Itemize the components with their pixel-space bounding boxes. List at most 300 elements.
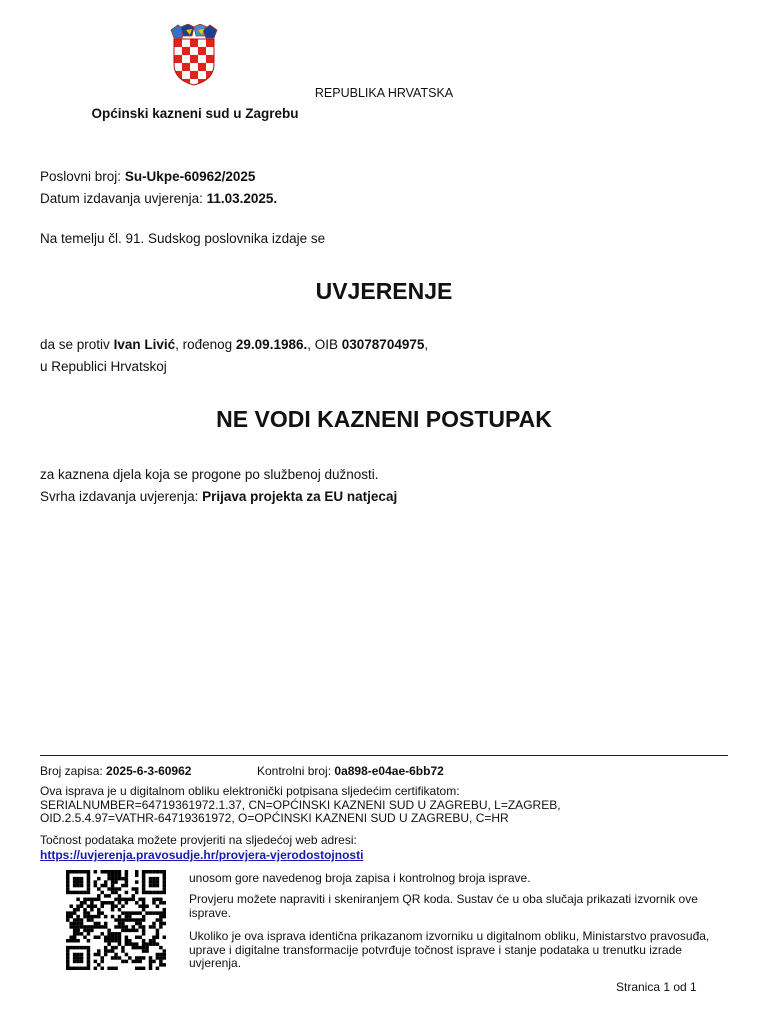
- qr-module: [69, 891, 73, 895]
- qr-module: [132, 918, 136, 922]
- qr-module: [97, 936, 101, 940]
- qr-module: [100, 967, 104, 970]
- qr-module: [73, 936, 77, 940]
- qr-module: [107, 901, 111, 905]
- qr-module: [97, 949, 101, 953]
- qr-module: [97, 894, 101, 898]
- qr-module: [73, 884, 77, 888]
- qr-module: [104, 870, 108, 874]
- qr-module: [121, 929, 125, 933]
- qr-module: [152, 911, 156, 915]
- qr-module: [114, 887, 118, 891]
- qr-module: [73, 880, 77, 884]
- qr-module: [135, 942, 139, 946]
- qr-module: [156, 918, 160, 922]
- qr-module: [125, 901, 129, 905]
- qr-module: [83, 911, 87, 915]
- qr-module: [80, 901, 84, 905]
- qr-module: [132, 960, 136, 964]
- qr-module: [76, 953, 80, 957]
- qr-module: [118, 925, 122, 929]
- qr-module: [142, 901, 146, 905]
- qr-module: [66, 960, 70, 964]
- qr-module: [156, 880, 160, 884]
- qr-module: [76, 956, 80, 960]
- issue-date-label: Datum izdavanja uvjerenja:: [40, 191, 203, 206]
- qr-module: [163, 887, 166, 891]
- qr-module: [118, 908, 122, 912]
- qr-module: [94, 898, 98, 902]
- qr-module: [138, 898, 142, 902]
- qr-module: [118, 894, 122, 898]
- qr-module: [121, 949, 125, 953]
- qr-module: [97, 915, 101, 919]
- purpose-line: [40, 486, 397, 508]
- qr-module: [163, 963, 166, 967]
- qr-module: [135, 929, 139, 933]
- qr-module: [163, 908, 166, 912]
- qr-module: [69, 967, 73, 970]
- qr-module: [125, 953, 129, 957]
- qr-module: [94, 880, 98, 884]
- qr-module: [114, 904, 118, 908]
- qr-module: [87, 939, 91, 943]
- qr-module: [132, 929, 136, 933]
- qr-module: [87, 911, 91, 915]
- qr-module: [142, 908, 146, 912]
- qr-module: [149, 967, 153, 970]
- qr-module: [87, 884, 91, 888]
- qr-module: [142, 873, 146, 877]
- qr-module: [87, 918, 91, 922]
- qr-module: [142, 942, 146, 946]
- qr-module: [76, 877, 80, 881]
- qr-module: [163, 949, 166, 953]
- qr-module: [152, 898, 156, 902]
- qr-module: [118, 873, 122, 877]
- qr-module: [114, 877, 118, 881]
- qr-module: [135, 960, 139, 964]
- qr-module: [69, 870, 73, 874]
- qr-module: [100, 960, 104, 964]
- qr-module: [87, 960, 91, 964]
- qr-module: [118, 922, 122, 926]
- subject-suffix: ,: [424, 337, 429, 352]
- qr-module: [100, 891, 104, 895]
- qr-module: [90, 918, 94, 922]
- qr-module: [76, 932, 80, 936]
- qr-module: [145, 904, 149, 908]
- qr-module: [156, 967, 160, 970]
- qr-module: [163, 915, 166, 919]
- qr-module: [66, 870, 70, 874]
- qr-module: [87, 946, 91, 950]
- qr-module: [163, 901, 166, 905]
- qr-module: [145, 870, 149, 874]
- qr-module: [114, 880, 118, 884]
- certificate-intro: Ova isprava je u digitalnom obliku elektronički potpisana sljedećim certifikatom:: [40, 784, 460, 798]
- certificate-serial: SERIALNUMBER=64719361972.1.37, CN=OPĆINSKI KAZNENI SUD U ZAGREBU, L=ZAGREB,: [40, 797, 561, 812]
- qr-module: [114, 918, 118, 922]
- qr-module: [135, 967, 139, 970]
- qr-module: [159, 956, 163, 960]
- qr-module: [87, 904, 91, 908]
- qr-module: [104, 922, 108, 926]
- qr-module: [159, 911, 163, 915]
- qr-module: [156, 911, 160, 915]
- qr-module: [135, 956, 139, 960]
- record-number-line: [40, 764, 191, 778]
- qr-module: [73, 967, 77, 970]
- verdict-heading: NE VODI KAZNENI POSTUPAK: [216, 406, 552, 432]
- qr-module: [142, 946, 146, 950]
- qr-module: [87, 932, 91, 936]
- qr-module: [69, 939, 73, 943]
- qr-module: [114, 967, 118, 970]
- qr-module: [94, 870, 98, 874]
- qr-module: [163, 956, 166, 960]
- qr-module: [83, 891, 87, 895]
- qr-module: [149, 880, 153, 884]
- qr-module: [142, 877, 146, 881]
- qr-module: [107, 967, 111, 970]
- qr-module: [111, 904, 115, 908]
- qr-module: [118, 918, 122, 922]
- legal-basis: Na temelju čl. 91. Sudskog poslovnika izdaje se: [40, 231, 326, 246]
- qr-module: [135, 891, 139, 895]
- qr-module: [163, 877, 166, 881]
- qr-module: [132, 887, 136, 891]
- qr-module: [76, 918, 80, 922]
- qr-module: [142, 884, 146, 888]
- qr-module: [114, 870, 118, 874]
- qr-module: [142, 915, 146, 919]
- qr-module: [163, 870, 166, 874]
- qr-module: [156, 870, 160, 874]
- qr-module: [156, 953, 160, 957]
- qr-module: [66, 918, 70, 922]
- croatian-coat-of-arms-icon: [168, 24, 220, 86]
- qr-module: [152, 925, 156, 929]
- qr-note-scan: Provjeru možete napraviti i skeniranjem QR koda. Sustav će u oba slučaja prikazati izvornik ove isprave.: [189, 892, 698, 920]
- qr-module: [104, 939, 108, 943]
- qr-module: [107, 932, 111, 936]
- qr-module: [163, 891, 166, 895]
- qr-module: [100, 904, 104, 908]
- qr-module: [128, 929, 132, 933]
- qr-module: [114, 953, 118, 957]
- qr-module: [69, 936, 73, 940]
- qr-module: [132, 894, 136, 898]
- qr-module: [149, 939, 153, 943]
- qr-module: [83, 915, 87, 919]
- qr-module: [114, 898, 118, 902]
- qr-module: [66, 946, 70, 950]
- qr-module: [125, 918, 129, 922]
- qr-module: [149, 942, 153, 946]
- qr-module: [66, 880, 70, 884]
- qr-module: [104, 936, 108, 940]
- qr-module: [87, 887, 91, 891]
- qr-module: [107, 936, 111, 940]
- control-number-label: Kontrolni broj:: [257, 764, 332, 778]
- qr-module: [83, 908, 87, 912]
- qr-module: [132, 946, 136, 950]
- qr-module: [111, 967, 115, 970]
- qr-module: [135, 880, 139, 884]
- qr-module: [66, 891, 70, 895]
- qr-module: [100, 870, 104, 874]
- qr-module: [111, 901, 115, 905]
- qr-module: [73, 891, 77, 895]
- qr-module: [125, 884, 129, 888]
- qr-module: [121, 946, 125, 950]
- qr-module: [142, 967, 146, 970]
- qr-module: [107, 894, 111, 898]
- qr-module: [97, 922, 101, 926]
- court-name: Općinski kazneni sud u Zagrebu: [91, 106, 299, 121]
- qr-module: [138, 956, 142, 960]
- qr-module: [111, 873, 115, 877]
- qr-module: [100, 911, 104, 915]
- qr-module: [125, 873, 129, 877]
- qr-module: [69, 946, 73, 950]
- qr-module: [83, 936, 87, 940]
- qr-module: [87, 925, 91, 929]
- qr-module: [128, 911, 132, 915]
- qr-module: [76, 929, 80, 933]
- qr-module: [142, 870, 146, 874]
- subject-line: [40, 334, 428, 356]
- qr-module: [80, 925, 84, 929]
- qr-module: [156, 936, 160, 940]
- qr-module: [80, 922, 84, 926]
- qr-module: [163, 880, 166, 884]
- qr-module: [76, 939, 80, 943]
- qr-module: [118, 887, 122, 891]
- qr-module: [73, 960, 77, 964]
- qr-module: [73, 939, 77, 943]
- qr-module: [90, 898, 94, 902]
- qr-module: [159, 891, 163, 895]
- qr-module: [125, 898, 129, 902]
- subject-name: Ivan Livić: [113, 337, 176, 352]
- qr-module: [107, 949, 111, 953]
- qr-module: [111, 887, 115, 891]
- qr-module: [111, 891, 115, 895]
- qr-module: [152, 870, 156, 874]
- qr-module: [118, 915, 122, 919]
- qr-module: [97, 953, 101, 957]
- qr-module: [107, 877, 111, 881]
- qr-module: [76, 891, 80, 895]
- certificate-block: [40, 785, 730, 826]
- record-number-label: Broj zapisa:: [40, 764, 103, 778]
- qr-module: [87, 929, 91, 933]
- qr-module: [118, 901, 122, 905]
- qr-module: [149, 884, 153, 888]
- qr-module: [156, 898, 160, 902]
- qr-module: [152, 942, 156, 946]
- qr-module: [145, 891, 149, 895]
- qr-module: [118, 936, 122, 940]
- qr-module: [156, 904, 160, 908]
- qr-module: [66, 911, 70, 915]
- qr-module: [97, 911, 101, 915]
- qr-module: [145, 949, 149, 953]
- qr-module: [135, 946, 139, 950]
- qr-module: [111, 956, 115, 960]
- qr-module: [138, 960, 142, 964]
- qr-module: [69, 925, 73, 929]
- qr-module: [163, 873, 166, 877]
- qr-module: [97, 898, 101, 902]
- qr-module: [76, 908, 80, 912]
- qr-module: [145, 911, 149, 915]
- qr-module: [66, 953, 70, 957]
- control-number-line: [257, 764, 444, 778]
- qr-module: [125, 915, 129, 919]
- qr-module: [142, 956, 146, 960]
- qr-module: [80, 880, 84, 884]
- qr-module: [87, 956, 91, 960]
- qr-module: [76, 967, 80, 970]
- qr-module: [138, 936, 142, 940]
- qr-module: [87, 953, 91, 957]
- qr-module: [111, 939, 115, 943]
- qr-module: [163, 953, 166, 957]
- qr-module: [90, 925, 94, 929]
- qr-module: [138, 967, 142, 970]
- qr-module: [118, 942, 122, 946]
- qr-module: [104, 925, 108, 929]
- qr-module: [163, 884, 166, 888]
- footer-divider: [40, 755, 728, 756]
- qr-module: [76, 960, 80, 964]
- qr-module: [87, 898, 91, 902]
- qr-module: [104, 949, 108, 953]
- qr-module: [159, 946, 163, 950]
- qr-module: [156, 942, 160, 946]
- qr-module: [100, 925, 104, 929]
- qr-module: [76, 922, 80, 926]
- qr-module: [80, 870, 84, 874]
- qr-module: [135, 911, 139, 915]
- qr-module: [100, 932, 104, 936]
- qr-module: [90, 904, 94, 908]
- qr-code[interactable]: [66, 870, 166, 970]
- qr-module: [128, 942, 132, 946]
- qr-module: [94, 967, 98, 970]
- qr-module: [87, 967, 91, 970]
- qr-module: [152, 901, 156, 905]
- qr-module: [76, 870, 80, 874]
- qr-module: [118, 932, 122, 936]
- qr-module: [80, 960, 84, 964]
- qr-module: [94, 922, 98, 926]
- qr-module: [135, 887, 139, 891]
- record-number-value: 2025-6-3-60962: [106, 764, 192, 778]
- qr-module: [114, 956, 118, 960]
- qr-module: [128, 915, 132, 919]
- birth-date: 29.09.1986.: [235, 337, 308, 352]
- qr-module: [121, 960, 125, 964]
- qr-module: [152, 922, 156, 926]
- qr-module: [66, 915, 70, 919]
- verify-link[interactable]: https://uvjerenja.pravosudje.hr/provjera-vjerodostojnosti: [40, 848, 364, 862]
- qr-module: [118, 870, 122, 874]
- qr-module: [121, 877, 125, 881]
- qr-module: [145, 942, 149, 946]
- qr-module: [156, 932, 160, 936]
- purpose-label: Svrha izdavanja uvjerenja:: [40, 489, 199, 504]
- qr-module: [121, 922, 125, 926]
- qr-module: [149, 960, 153, 964]
- qr-module: [76, 904, 80, 908]
- qr-module: [104, 915, 108, 919]
- qr-module: [138, 904, 142, 908]
- qr-module: [69, 915, 73, 919]
- country-name: REPUBLIKA HRVATSKA: [314, 86, 454, 100]
- qr-module: [163, 922, 166, 926]
- qr-module: [142, 880, 146, 884]
- issue-date-value: 11.03.2025.: [206, 191, 278, 206]
- qr-module: [138, 925, 142, 929]
- qr-module: [142, 939, 146, 943]
- qr-module: [152, 880, 156, 884]
- qr-module: [118, 898, 122, 902]
- qr-module: [87, 880, 91, 884]
- qr-module: [156, 877, 160, 881]
- qr-module: [152, 936, 156, 940]
- qr-module: [66, 877, 70, 881]
- qr-module: [66, 963, 70, 967]
- qr-module: [73, 908, 77, 912]
- qr-module: [97, 887, 101, 891]
- subject-prefix: da se protiv: [40, 337, 110, 352]
- qr-module: [142, 918, 146, 922]
- offences-line: za kaznena djela koja se progone po službenoj dužnosti.: [40, 467, 379, 482]
- qr-module: [76, 898, 80, 902]
- qr-module: [152, 884, 156, 888]
- qr-module: [135, 918, 139, 922]
- qr-module: [152, 891, 156, 895]
- qr-module: [80, 953, 84, 957]
- qr-module: [118, 939, 122, 943]
- qr-module: [125, 891, 129, 895]
- qr-module: [149, 877, 153, 881]
- qr-module: [125, 925, 129, 929]
- qr-module: [159, 870, 163, 874]
- qr-module: [128, 956, 132, 960]
- qr-module: [90, 929, 94, 933]
- qr-module: [94, 936, 98, 940]
- qr-module: [111, 949, 115, 953]
- qr-module: [114, 932, 118, 936]
- qr-module: [73, 918, 77, 922]
- qr-module: [121, 898, 125, 902]
- qr-module: [111, 915, 115, 919]
- qr-module: [152, 960, 156, 964]
- qr-module: [83, 870, 87, 874]
- qr-module: [87, 949, 91, 953]
- coat-of-arms-crown: [171, 24, 217, 38]
- qr-module: [111, 946, 115, 950]
- qr-module: [142, 898, 146, 902]
- qr-module: [135, 873, 139, 877]
- qr-module: [76, 946, 80, 950]
- qr-module: [121, 884, 125, 888]
